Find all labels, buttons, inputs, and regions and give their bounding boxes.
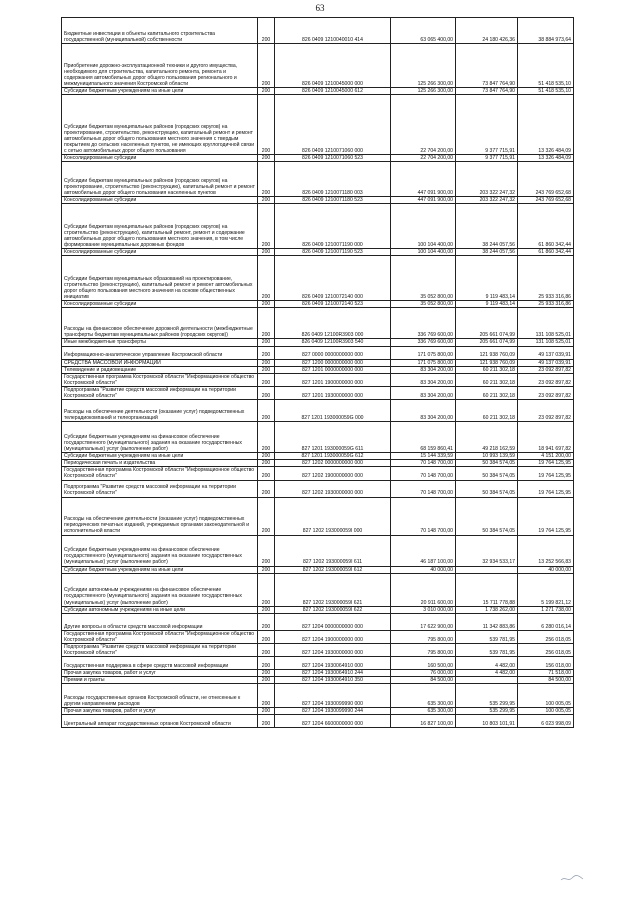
row-approved-amount: 20 911 600,00 — [391, 573, 456, 606]
row-remaining-amount: 6 023 998,09 — [518, 715, 574, 728]
row-line-code: 200 — [258, 606, 275, 613]
row-classification-code: 826 0409 1210045000 000 — [275, 44, 391, 88]
row-approved-amount: 22 704 200,00 — [391, 95, 456, 155]
row-classification-code: 827 1204 1930099990 000 — [275, 684, 391, 708]
row-remaining-amount: 61 860 342,44 — [518, 249, 574, 256]
row-approved-amount: 125 266 300,00 — [391, 44, 456, 88]
row-remaining-amount: 5 199 821,12 — [518, 573, 574, 606]
row-remaining-amount: 131 108 525,01 — [518, 308, 574, 339]
row-name: Консолидированные субсидии — [62, 155, 258, 162]
table-row — [62, 249, 574, 256]
row-remaining-amount: 23 092 897,82 — [518, 400, 574, 422]
row-executed-amount: 60 211 302,18 — [456, 366, 518, 373]
row-executed-amount — [456, 566, 518, 573]
row-executed-amount: 49 218 162,59 — [456, 422, 518, 453]
row-classification-code: 827 1204 1930064910 244 — [275, 670, 391, 677]
row-classification-code: 826 0409 1210072140 523 — [275, 301, 391, 308]
row-classification-code: 826 0409 1210072140 000 — [275, 256, 391, 301]
row-executed-amount: 50 384 574,05 — [456, 480, 518, 497]
row-classification-code: 826 0409 1210040010 414 — [275, 18, 391, 44]
table-row — [62, 677, 574, 684]
row-approved-amount: 68 159 860,41 — [391, 422, 456, 453]
row-executed-amount: 9 119 483,14 — [456, 256, 518, 301]
row-executed-amount: 50 384 574,05 — [456, 467, 518, 480]
row-executed-amount: 9 119 483,14 — [456, 301, 518, 308]
row-remaining-amount: 23 092 897,82 — [518, 373, 574, 386]
row-name: Информационно-аналитическое управление Костромской области — [62, 346, 258, 359]
row-approved-amount: 447 091 900,00 — [391, 162, 456, 197]
row-executed-amount: 60 211 302,18 — [456, 386, 518, 399]
row-classification-code: 827 1204 1930064910 000 — [275, 657, 391, 670]
row-remaining-amount: 4 151 200,00 — [518, 453, 574, 460]
row-name: Расходы на финансовое обеспечение дорожной деятельности (межбюджетные трансферты бюджетам муниципальных районов (городских округов)) — [62, 308, 258, 339]
row-name: Субсидии бюджетным учреждениям на финансовое обеспечение государственного (муниципального) задания на оказание государственных (муниципальных) услуг (выполнение работ) — [62, 535, 258, 566]
row-classification-code: 827 1201 1930000000 000 — [275, 386, 391, 399]
row-remaining-amount: 51 418 535,10 — [518, 88, 574, 95]
row-approved-amount: 125 266 300,00 — [391, 88, 456, 95]
row-remaining-amount: 23 092 897,82 — [518, 366, 574, 373]
row-executed-amount: 50 384 574,05 — [456, 460, 518, 467]
table-row — [62, 18, 574, 44]
row-remaining-amount: 256 018,05 — [518, 630, 574, 643]
row-approved-amount: 795 800,00 — [391, 630, 456, 643]
row-name: Консолидированные субсидии — [62, 301, 258, 308]
row-name: Прочая закупка товаров, работ и услуг — [62, 670, 258, 677]
row-approved-amount: 70 148 700,00 — [391, 497, 456, 535]
row-approved-amount: 70 148 700,00 — [391, 460, 456, 467]
row-executed-amount: 121 938 760,09 — [456, 359, 518, 366]
table-row — [62, 708, 574, 715]
row-name: Субсидии бюджетам муниципальных районов (городских округов) на строительство (реконструкцию), капитальный ремонт, ремонт и содержание автомобильных дорог общего пользования местного значения, в том числе формирование муниципальных дорожных фондов — [62, 204, 258, 249]
row-classification-code: 827 1204 0000000000 000 — [275, 613, 391, 630]
row-executed-amount: 60 211 302,18 — [456, 373, 518, 386]
table-row — [62, 497, 574, 535]
row-name: Государственная программа Костромской области "Информационное общество Костромской области" — [62, 467, 258, 480]
row-executed-amount: 203 322 247,32 — [456, 162, 518, 197]
row-line-code: 200 — [258, 566, 275, 573]
table-row — [62, 346, 574, 359]
row-executed-amount: 38 244 057,56 — [456, 249, 518, 256]
row-name: Субсидии бюджетным учреждениям на иные цели — [62, 566, 258, 573]
row-name: Периодическая печать и издательства — [62, 460, 258, 467]
row-line-code: 200 — [258, 197, 275, 204]
row-approved-amount: 70 148 700,00 — [391, 467, 456, 480]
row-classification-code: 827 1204 1930064910 350 — [275, 677, 391, 684]
row-approved-amount: 35 052 800,00 — [391, 256, 456, 301]
row-remaining-amount: 18 941 697,82 — [518, 422, 574, 453]
row-approved-amount: 22 704 200,00 — [391, 155, 456, 162]
row-classification-code: 826 0409 1210071180 003 — [275, 162, 391, 197]
row-approved-amount: 46 187 100,00 — [391, 535, 456, 566]
row-executed-amount: 1 738 262,00 — [456, 606, 518, 613]
row-line-code: 200 — [258, 467, 275, 480]
row-remaining-amount: 100 005,05 — [518, 684, 574, 708]
row-approved-amount: 447 091 900,00 — [391, 197, 456, 204]
table-row — [62, 44, 574, 88]
row-approved-amount: 40 000,00 — [391, 566, 456, 573]
row-line-code: 200 — [258, 480, 275, 497]
row-line-code: 200 — [258, 670, 275, 677]
row-approved-amount: 171 075 800,00 — [391, 346, 456, 359]
row-line-code: 200 — [258, 573, 275, 606]
row-line-code: 200 — [258, 308, 275, 339]
table-row — [62, 453, 574, 460]
table-row — [62, 467, 574, 480]
row-remaining-amount: 49 137 039,91 — [518, 359, 574, 366]
row-classification-code: 826 0409 1210071060 000 — [275, 95, 391, 155]
row-classification-code: 827 1201 193000059G 000 — [275, 400, 391, 422]
row-line-code: 200 — [258, 155, 275, 162]
row-remaining-amount: 13 326 484,09 — [518, 155, 574, 162]
row-executed-amount: 10 803 101,91 — [456, 715, 518, 728]
row-line-code: 200 — [258, 301, 275, 308]
row-executed-amount: 11 342 883,86 — [456, 613, 518, 630]
row-classification-code: 827 1202 193000059I 622 — [275, 606, 391, 613]
row-remaining-amount: 13 326 484,09 — [518, 95, 574, 155]
table-row — [62, 566, 574, 573]
row-executed-amount: 60 211 302,18 — [456, 400, 518, 422]
row-classification-code: 826 0409 1210071190 523 — [275, 249, 391, 256]
row-executed-amount: 32 934 533,17 — [456, 535, 518, 566]
row-approved-amount: 171 075 800,00 — [391, 359, 456, 366]
row-name: Консолидированные субсидии — [62, 249, 258, 256]
row-remaining-amount: 51 418 535,10 — [518, 44, 574, 88]
table-row — [62, 480, 574, 497]
row-name: Государственная программа Костромской области "Информационное общество Костромской области" — [62, 630, 258, 643]
row-name: Расходы на обеспечение деятельности (оказание услуг) подведомственных телерадиокомпаний и телеорганизаций — [62, 400, 258, 422]
row-approved-amount: 3 010 000,00 — [391, 606, 456, 613]
row-line-code: 200 — [258, 162, 275, 197]
row-approved-amount: 15 144 339,59 — [391, 453, 456, 460]
table-row — [62, 373, 574, 386]
row-classification-code: 826 0409 1210045000 612 — [275, 88, 391, 95]
row-name: Субсидии бюджетным учреждениям на иные цели — [62, 453, 258, 460]
row-name: Субсидии бюджетам муниципальных районов (городских округов) на проектирование, строительство (реконструкцию), капитальный ремонт и ремонт автомобильных дорог общего пользования населенных пунктов — [62, 162, 258, 197]
row-classification-code: 827 1201 193000059G 611 — [275, 422, 391, 453]
row-classification-code: 826 0409 1210071190 000 — [275, 204, 391, 249]
row-line-code: 200 — [258, 422, 275, 453]
row-approved-amount: 16 827 100,00 — [391, 715, 456, 728]
table-row — [62, 386, 574, 399]
table-row — [62, 606, 574, 613]
table-row — [62, 643, 574, 656]
row-approved-amount: 35 052 800,00 — [391, 301, 456, 308]
row-remaining-amount: 13 252 566,83 — [518, 535, 574, 566]
row-line-code: 200 — [258, 657, 275, 670]
table-row — [62, 460, 574, 467]
row-classification-code: 827 1204 1930099990 244 — [275, 708, 391, 715]
row-classification-code: 827 1202 193000059I 621 — [275, 573, 391, 606]
row-executed-amount: 205 661 074,99 — [456, 339, 518, 346]
row-name: Расходы государственных органов Костромской области, не отнесенные к другим направлениям расходов — [62, 684, 258, 708]
row-remaining-amount: 71 518,00 — [518, 670, 574, 677]
row-executed-amount: 73 847 764,90 — [456, 44, 518, 88]
row-name: Субсидии бюджетам муниципальных образований на проектирование, строительство (реконструкцию), капитальный ремонт и ремонт автомобильных дорог общего пользования местного значения на основе общественных инициатив — [62, 256, 258, 301]
row-executed-amount: 205 661 074,99 — [456, 308, 518, 339]
row-remaining-amount: 6 280 016,14 — [518, 613, 574, 630]
row-name: Расходы на обеспечение деятельности (оказание услуг) подведомственных периодических печатных изданий, учреждаемых органами законодательной и исполнительной власти — [62, 497, 258, 535]
table-row — [62, 88, 574, 95]
row-name: Государственная программа Костромской области "Информационное общество Костромской области" — [62, 373, 258, 386]
row-executed-amount: 121 938 760,09 — [456, 346, 518, 359]
table-row — [62, 301, 574, 308]
row-remaining-amount: 131 108 525,01 — [518, 339, 574, 346]
row-line-code: 200 — [258, 708, 275, 715]
row-classification-code: 827 1201 1900000000 000 — [275, 373, 391, 386]
row-line-code: 200 — [258, 715, 275, 728]
row-line-code: 200 — [258, 453, 275, 460]
row-executed-amount: 539 781,95 — [456, 630, 518, 643]
row-approved-amount: 100 104 400,00 — [391, 204, 456, 249]
table-row — [62, 308, 574, 339]
row-line-code: 200 — [258, 677, 275, 684]
row-line-code: 200 — [258, 44, 275, 88]
row-executed-amount: 10 993 139,59 — [456, 453, 518, 460]
row-approved-amount: 17 622 900,00 — [391, 613, 456, 630]
row-remaining-amount: 256 018,05 — [518, 643, 574, 656]
budget-execution-table — [61, 17, 574, 728]
table-row — [62, 400, 574, 422]
table-row — [62, 204, 574, 249]
table-row — [62, 630, 574, 643]
row-executed-amount: 4 482,00 — [456, 670, 518, 677]
table-row — [62, 715, 574, 728]
row-classification-code: 827 1202 1900000000 000 — [275, 467, 391, 480]
row-classification-code: 827 1202 1930000000 000 — [275, 480, 391, 497]
row-remaining-amount: 61 860 342,44 — [518, 204, 574, 249]
row-line-code: 200 — [258, 373, 275, 386]
row-executed-amount: 9 377 715,91 — [456, 155, 518, 162]
row-line-code: 200 — [258, 249, 275, 256]
row-approved-amount: 76 000,00 — [391, 670, 456, 677]
row-approved-amount: 635 300,00 — [391, 708, 456, 715]
row-line-code: 200 — [258, 630, 275, 643]
row-classification-code: 827 1201 0000000000 000 — [275, 366, 391, 373]
row-name: Субсидии бюджетным учреждениям на иные цели — [62, 88, 258, 95]
table-row — [62, 573, 574, 606]
row-executed-amount: 4 482,00 — [456, 657, 518, 670]
row-name: Консолидированные субсидии — [62, 197, 258, 204]
row-approved-amount: 336 769 600,00 — [391, 308, 456, 339]
row-name: Субсидии бюджетным учреждениям на финансовое обеспечение государственного (муниципального) задания на оказание государственных (муниципальных) услуг (выполнение работ) — [62, 422, 258, 453]
row-name: Подпрограмма "Развитие средств массовой информации на территории Костромской области" — [62, 480, 258, 497]
row-remaining-amount: 19 764 125,95 — [518, 497, 574, 535]
row-approved-amount: 83 304 200,00 — [391, 366, 456, 373]
row-executed-amount: 24 180 426,36 — [456, 18, 518, 44]
table-row — [62, 197, 574, 204]
row-remaining-amount: 23 092 897,82 — [518, 386, 574, 399]
row-line-code: 200 — [258, 460, 275, 467]
row-remaining-amount: 49 137 039,91 — [518, 346, 574, 359]
row-executed-amount — [456, 677, 518, 684]
table-row — [62, 359, 574, 366]
row-approved-amount: 84 500,00 — [391, 677, 456, 684]
table-body — [62, 18, 574, 728]
row-line-code: 200 — [258, 386, 275, 399]
row-name: Прочая закупка товаров, работ и услуг — [62, 708, 258, 715]
row-classification-code: 826 0409 1210071060 523 — [275, 155, 391, 162]
row-line-code: 200 — [258, 346, 275, 359]
table-row — [62, 684, 574, 708]
row-approved-amount: 83 304 200,00 — [391, 386, 456, 399]
row-line-code: 200 — [258, 339, 275, 346]
row-name: Субсидии автономным учреждениям на финансовое обеспечение государственного (муниципального) задания на оказание государственных (муниципальных) услуг (выполнение работ) — [62, 573, 258, 606]
row-approved-amount: 100 104 400,00 — [391, 249, 456, 256]
row-remaining-amount: 40 000,00 — [518, 566, 574, 573]
row-line-code: 200 — [258, 18, 275, 44]
row-remaining-amount: 25 933 316,86 — [518, 301, 574, 308]
row-remaining-amount: 243 769 652,68 — [518, 197, 574, 204]
table-row — [62, 366, 574, 373]
row-classification-code: 827 1202 0000000000 000 — [275, 460, 391, 467]
row-remaining-amount: 1 271 738,00 — [518, 606, 574, 613]
row-classification-code: 827 1204 1930000000 000 — [275, 643, 391, 656]
row-classification-code: 827 1202 193000059I 000 — [275, 497, 391, 535]
row-name: Субсидии бюджетам муниципальных районов (городских округов) на проектирование, строительство, реконструкцию, капитальный ремонт и ремонт автомобильных дорог общего пользования местного значения с твердым покрытием до сельских населенных пунктов, не имеющих круглогодичной связи с сетью автомобильных дорог общего пользования — [62, 95, 258, 155]
row-name: Субсидии автономным учреждениям на иные цели — [62, 606, 258, 613]
row-approved-amount: 795 800,00 — [391, 643, 456, 656]
row-line-code: 200 — [258, 366, 275, 373]
row-line-code: 200 — [258, 88, 275, 95]
row-classification-code: 826 0409 12100R3903 540 — [275, 339, 391, 346]
row-executed-amount: 9 377 715,91 — [456, 95, 518, 155]
row-line-code: 200 — [258, 497, 275, 535]
row-name: Приобретение дорожно-эксплуатационной техники и другого имущества, необходимого для строительства, капитального ремонта, ремонта и содержания автомобильных дорог общего пользования регионального и межмуниципального значения Костромской области — [62, 44, 258, 88]
row-classification-code: 827 0000 0000000000 000 — [275, 346, 391, 359]
row-classification-code: 827 1202 193000059I 612 — [275, 566, 391, 573]
row-name: Бюджетные инвестиции в объекты капитального строительства государственной (муниципальной) собственности — [62, 18, 258, 44]
row-name: Иные межбюджетные трансферты — [62, 339, 258, 346]
row-approved-amount: 83 304 200,00 — [391, 373, 456, 386]
row-remaining-amount: 19 764 125,95 — [518, 460, 574, 467]
row-executed-amount: 38 244 057,56 — [456, 204, 518, 249]
row-remaining-amount: 156 018,00 — [518, 657, 574, 670]
row-approved-amount: 336 769 600,00 — [391, 339, 456, 346]
row-approved-amount: 160 500,00 — [391, 657, 456, 670]
page-number: 63 — [315, 3, 325, 13]
table-row — [62, 657, 574, 670]
row-executed-amount: 535 299,95 — [456, 684, 518, 708]
row-classification-code: 827 1204 1900000000 000 — [275, 630, 391, 643]
row-line-code: 200 — [258, 359, 275, 366]
row-classification-code: 827 1204 6600000000 000 — [275, 715, 391, 728]
row-remaining-amount: 25 933 316,86 — [518, 256, 574, 301]
table-row — [62, 535, 574, 566]
row-approved-amount: 635 300,00 — [391, 684, 456, 708]
row-name: Премии и гранты — [62, 677, 258, 684]
row-name: Государственная поддержка в сфере средств массовой информации — [62, 657, 258, 670]
row-line-code: 200 — [258, 613, 275, 630]
row-name: Подпрограмма "Развитие средств массовой информации на территории Костромской области" — [62, 386, 258, 399]
row-remaining-amount: 19 764 125,95 — [518, 467, 574, 480]
row-line-code: 200 — [258, 256, 275, 301]
handwritten-mark-icon — [560, 873, 584, 883]
row-executed-amount: 203 322 247,32 — [456, 197, 518, 204]
row-remaining-amount: 19 764 125,95 — [518, 480, 574, 497]
row-remaining-amount: 38 884 973,64 — [518, 18, 574, 44]
row-line-code: 200 — [258, 204, 275, 249]
row-classification-code: 826 0409 1210071180 523 — [275, 197, 391, 204]
table-row — [62, 256, 574, 301]
row-remaining-amount: 84 500,00 — [518, 677, 574, 684]
row-executed-amount: 73 847 764,90 — [456, 88, 518, 95]
table-row — [62, 339, 574, 346]
row-line-code: 200 — [258, 643, 275, 656]
row-line-code: 200 — [258, 684, 275, 708]
table-row — [62, 613, 574, 630]
row-line-code: 200 — [258, 400, 275, 422]
row-approved-amount: 83 304 200,00 — [391, 400, 456, 422]
row-remaining-amount: 243 769 652,68 — [518, 162, 574, 197]
row-executed-amount: 15 711 778,88 — [456, 573, 518, 606]
row-name: Центральный аппарат государственных органов Костромской области — [62, 715, 258, 728]
row-line-code: 200 — [258, 95, 275, 155]
table-row — [62, 422, 574, 453]
row-name: СРЕДСТВА МАССОВОЙ ИНФОРМАЦИИ — [62, 359, 258, 366]
row-approved-amount: 70 148 700,00 — [391, 480, 456, 497]
row-executed-amount: 50 384 574,05 — [456, 497, 518, 535]
table-row — [62, 162, 574, 197]
table-row — [62, 670, 574, 677]
row-classification-code: 827 1200 0000000000 000 — [275, 359, 391, 366]
row-name: Телевидение и радиовещание — [62, 366, 258, 373]
row-name: Другие вопросы в области средств массовой информации — [62, 613, 258, 630]
row-classification-code: 827 1201 193000059G 612 — [275, 453, 391, 460]
row-approved-amount: 63 065 400,00 — [391, 18, 456, 44]
table-row — [62, 155, 574, 162]
row-remaining-amount: 100 005,05 — [518, 708, 574, 715]
row-line-code: 200 — [258, 535, 275, 566]
table-row — [62, 95, 574, 155]
row-name: Подпрограмма "Развитие средств массовой информации на территории Костромской области" — [62, 643, 258, 656]
row-classification-code: 826 0409 12100R3903 000 — [275, 308, 391, 339]
row-executed-amount: 539 781,95 — [456, 643, 518, 656]
row-classification-code: 827 1202 193000059I 611 — [275, 535, 391, 566]
row-executed-amount: 535 299,95 — [456, 708, 518, 715]
